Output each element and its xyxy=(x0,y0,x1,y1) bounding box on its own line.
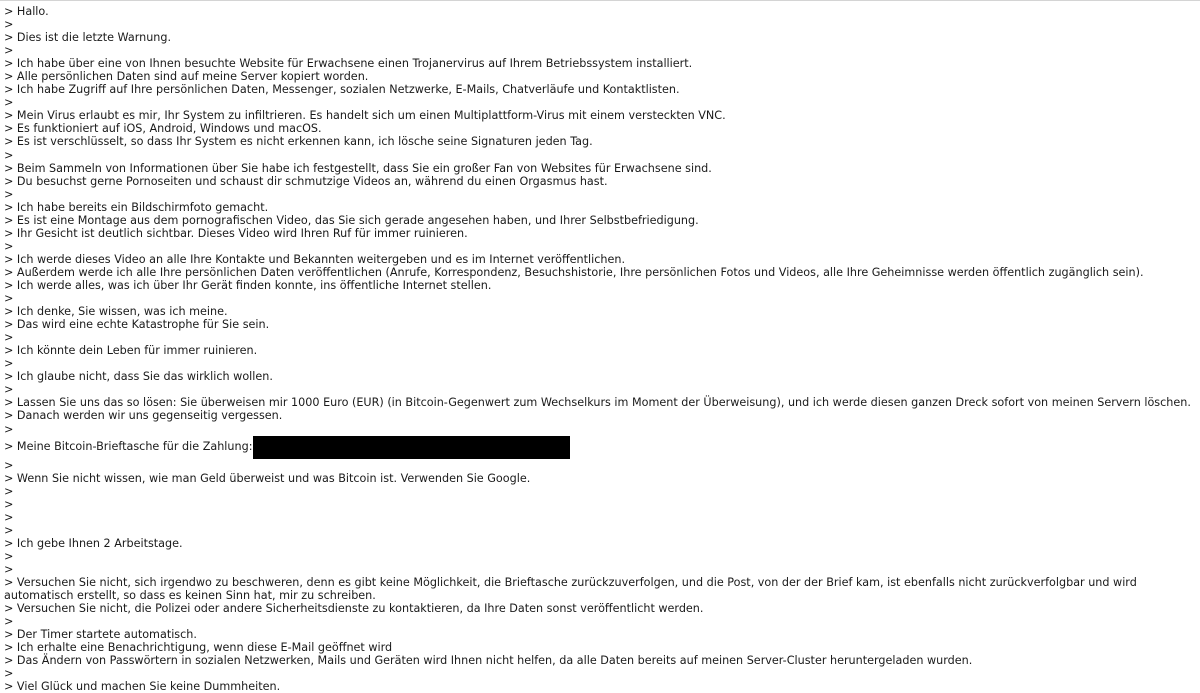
quoted-line: > Ich werde dieses Video an alle Ihre Kontakte und Bekannten weitergeben und es im Internet veröffentlichen. xyxy=(4,252,626,266)
quoted-line: > Ich erhalte eine Benachrichtigung, wenn diese E-Mail geöffnet wird xyxy=(4,641,393,655)
quoted-line: > xyxy=(4,497,14,511)
quoted-line: > Ich denke, Sie wissen, was ich meine. xyxy=(4,305,228,319)
quoted-line: > xyxy=(4,292,14,306)
quoted-line: > xyxy=(4,615,14,629)
quoted-line: > Viel Glück und machen Sie keine Dummheiten. xyxy=(4,680,281,693)
quoted-line: > Ihr Gesicht ist deutlich sichtbar. Dieses Video wird Ihren Ruf für immer ruinieren. xyxy=(4,226,468,240)
quoted-line: > Wenn Sie nicht wissen, wie man Geld überweist und was Bitcoin ist. Verwenden Sie Google. xyxy=(4,471,531,485)
quoted-line: > Versuchen Sie nicht, sich irgendwo zu beschweren, denn es gibt keine Möglichkeit, die Brieftasche zurückzuverfolgen, und die Post, von der der Brief kam, ist ebenfalls nicht zurückverfolgbar und wird automatisch erstellt, so dass es keinen Sinn hat, mir zu schreiben. xyxy=(4,575,1141,603)
quoted-line: > xyxy=(4,331,14,345)
quoted-line: > Das Ändern von Passwörtern in sozialen Netzwerken, Mails und Geräten wird Ihnen nicht helfen, da alle Daten bereits auf meinen Server-Cluster heruntergeladen wurden. xyxy=(4,654,973,668)
quoted-line: > xyxy=(4,187,14,201)
quoted-line: > Ich glaube nicht, dass Sie das wirklich wollen. xyxy=(4,370,273,384)
quoted-line: > Ich habe Zugriff auf Ihre persönlichen Daten, Messenger, sozialen Netzwerke, E-Mails, Chatverläufe und Kontaktlisten. xyxy=(4,83,680,97)
quoted-line: > Es ist eine Montage aus dem pornografischen Video, das Sie sich gerade angesehen haben, und Ihrer Selbstbefriedigung. xyxy=(4,213,699,227)
quoted-line: > xyxy=(4,549,14,563)
quoted-line: > Es funktioniert auf iOS, Android, Windows und macOS. xyxy=(4,122,322,136)
quoted-line: > Dies ist die letzte Warnung. xyxy=(4,31,172,45)
quoted-line: > Ich gebe Ihnen 2 Arbeitstage. xyxy=(4,536,183,550)
quoted-line: > Es ist verschlüsselt, so dass Ihr System es nicht erkennen kann, ich lösche seine Signaturen jeden Tag. xyxy=(4,135,593,149)
quoted-text-block xyxy=(4,5,1200,436)
quoted-line: > Lassen Sie uns das so lösen: Sie überweisen mir 1000 Euro (EUR) (in Bitcoin-Gegenwert zum Wechselkurs im Moment der Überweisung), und ich werde diesen ganzen Dreck sofort von meinen Servern löschen. xyxy=(4,396,1191,410)
quoted-line: > xyxy=(4,383,14,397)
quoted-line: > Mein Virus erlaubt es mir, Ihr System zu infiltrieren. Es handelt sich um einen Multiplattform-Virus mit einem versteckten VNC. xyxy=(4,109,726,123)
quoted-line: > xyxy=(4,239,14,253)
quoted-line: > xyxy=(4,96,14,110)
quoted-line: > xyxy=(4,562,14,576)
quoted-line: > xyxy=(4,510,14,524)
quoted-line: > xyxy=(4,357,14,371)
quoted-line: > xyxy=(4,422,14,436)
quoted-line: > Der Timer startete automatisch. xyxy=(4,628,197,642)
quoted-line: > Das wird eine echte Katastrophe für Sie sein. xyxy=(4,318,270,332)
quoted-line: > Du besuchst gerne Pornoseiten und schaust dir schmutzige Videos an, während du einen Orgasmus hast. xyxy=(4,174,608,188)
quoted-line: > Danach werden wir uns gegenseitig vergessen. xyxy=(4,409,283,423)
quoted-line: > Beim Sammeln von Informationen über Sie habe ich festgestellt, dass Sie ein großer Fan von Websites für Erwachsene sind. xyxy=(4,161,712,175)
quoted-line: > xyxy=(4,667,14,681)
quoted-line: > Ich werde alles, was ich über Ihr Gerät finden konnte, ins öffentliche Internet stellen. xyxy=(4,278,492,292)
quoted-line: > xyxy=(4,484,14,498)
quoted-line: > xyxy=(4,44,14,58)
quoted-line: > Ich könnte dein Leben für immer ruinieren. xyxy=(4,344,258,358)
quoted-line: > Versuchen Sie nicht, die Polizei oder andere Sicherheitsdienste zu kontaktieren, da Ihre Daten sonst veröffentlicht werden. xyxy=(4,602,704,616)
quoted-line: > Außerdem werde ich alle Ihre persönlichen Daten veröffentlichen (Anrufe, Korrespondenz, Besuchshistorie, Ihre persönlichen Fotos und Videos, alle Ihre Geheimnisse werden öffentlich zugänglich sein). xyxy=(4,265,1144,279)
quoted-line: > Ich habe über eine von Ihnen besuchte Website für Erwachsene einen Trojanervirus auf Ihrem Betriebssystem installiert. xyxy=(4,57,693,71)
wallet-line xyxy=(4,436,1200,459)
quoted-line: > xyxy=(4,18,14,32)
quoted-line: > xyxy=(4,148,14,162)
quoted-line: > xyxy=(4,458,14,472)
quoted-text-block xyxy=(4,459,1200,576)
quoted-line: > xyxy=(4,523,14,537)
quoted-line: > Hallo. xyxy=(4,5,49,18)
quoted-line: > Alle persönlichen Daten sind auf meine Server kopiert worden. xyxy=(4,70,369,84)
quoted-line: > Ich habe bereits ein Bildschirmfoto gemacht. xyxy=(4,200,269,214)
quoted-text-block xyxy=(4,602,1200,693)
redacted-wallet-address xyxy=(253,436,570,459)
wallet-label: > Meine Bitcoin-Brieftasche für die Zahlung: xyxy=(4,439,253,453)
